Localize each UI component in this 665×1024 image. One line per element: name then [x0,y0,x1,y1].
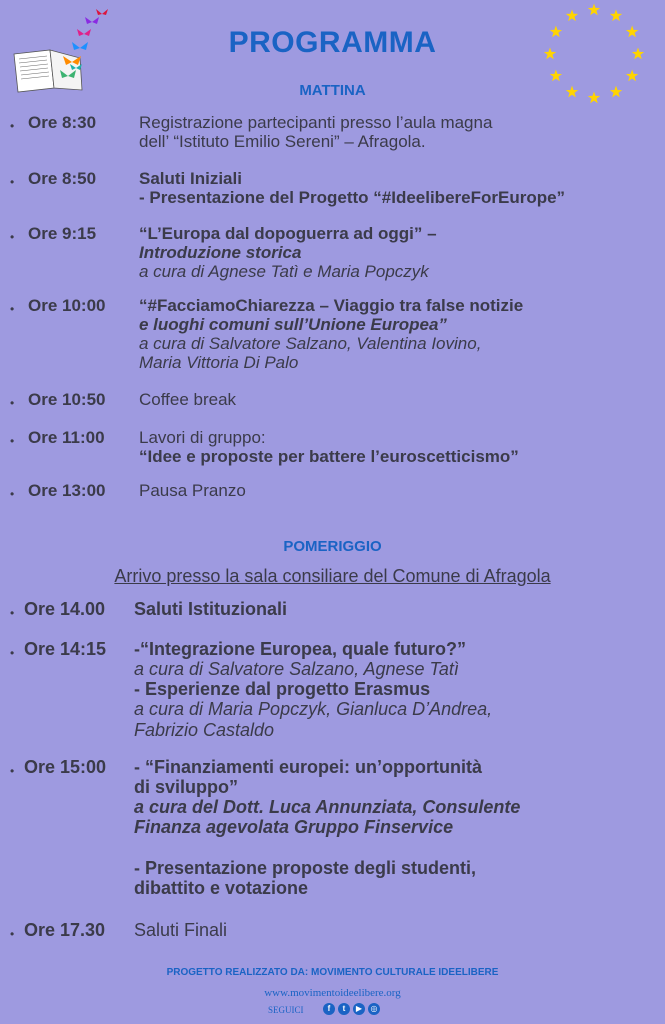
schedule-description [139,481,246,500]
description-line: “Idee e proposte per battere l’euroscetticismo” [139,447,519,467]
bullet-icon: • [10,487,15,501]
star-icon [610,9,622,21]
star-icon [550,70,562,82]
description-line: Lavori di gruppo: [139,428,266,447]
schedule-description [139,113,492,151]
bullet-icon: • [10,434,15,448]
schedule-description [139,390,236,409]
description-line: Registrazione partecipanti presso l’aula magna [139,113,493,132]
schedule-time: Ore 8:50 [28,169,97,188]
description-line: Finanza agevolata Gruppo Finservice [134,817,454,838]
twitter-icon[interactable]: t [338,1003,350,1015]
schedule-description [139,224,437,281]
bullet-icon: • [10,230,15,244]
description-line: - Esperienze dal progetto Erasmus [134,679,431,700]
schedule-description [134,599,287,619]
description-line: di sviluppo” [134,777,239,798]
schedule-time: Ore 13:00 [28,481,106,500]
footer-credit: PROGETTO REALIZZATO DA: MOVIMENTO CULTURALE IDEELIBERE [166,967,499,978]
schedule-description [139,428,519,466]
instagram-icon[interactable]: ◎ [368,1003,380,1015]
star-icon [566,9,578,21]
schedule-description [134,639,492,740]
schedule-time: Ore 10:00 [28,296,106,315]
bullet-icon: • [10,764,15,778]
bullet-icon: • [10,396,15,410]
page-title: PROGRAMMA [228,26,437,59]
star-icon [588,4,600,16]
description-line: dell’ “Istituto Emilio Sereni” – Afragola. [139,132,426,152]
follow-label: SEGUICI [268,1005,304,1015]
description-line: Maria Vittoria Di Palo [139,353,299,373]
bullet-icon: • [10,646,15,660]
description-line: Fabrizio Castaldo [134,719,275,740]
facebook-icon[interactable]: f [323,1003,335,1015]
description-line: a cura di Maria Popczyk, Gianluca D’Andrea, [134,699,493,720]
schedule-time: Ore 14:15 [24,639,107,659]
description-line: Saluti Iniziali [139,169,242,188]
description-line: Pausa Pranzo [139,481,246,500]
afternoon-heading: POMERIGGIO [283,538,382,555]
bullet-icon: • [10,606,15,620]
description-line: - “Finanziamenti europei: un’opportunità [134,757,482,777]
bullet-icon: • [10,927,15,941]
description-line: a cura di Salvatore Salzano, Agnese Tatì [134,659,459,680]
description-line: - Presentazione del Progetto “#IdeelibereForEurope” [139,188,566,208]
schedule-time: Ore 15:00 [24,757,107,777]
description-line [134,838,520,858]
description-line: a cura di Salvatore Salzano, Valentina Iovino, [139,334,482,354]
schedule-description [134,920,227,940]
description-line: e luoghi comuni sull’Unione Europea” [139,315,447,335]
schedule-time: Ore 9:15 [28,224,97,243]
schedule-time: Ore 11:00 [28,428,105,447]
description-line: “#FacciamoChiarezza – Viaggio tra false notizie [139,296,524,315]
schedule-description [134,757,520,898]
description-line: -“Integrazione Europea, quale futuro?” [134,639,467,659]
star-icon [626,70,638,82]
arrival-note: Arrivo presso la sala consiliare del Comune di Afragola [114,566,551,586]
schedule-time: Ore 8:30 [28,113,97,132]
description-line: dibattito e votazione [134,877,309,898]
schedule-time: Ore 17.30 [24,920,106,940]
schedule-time: Ore 14.00 [24,599,106,619]
description-line: Saluti Istituzionali [134,599,288,619]
morning-heading: MATTINA [299,82,366,99]
website-link[interactable]: www.movimentoideelibere.org [264,987,401,999]
description-line: a cura del Dott. Luca Annunziata, Consulente [134,797,521,818]
youtube-icon[interactable]: ▶ [353,1003,365,1015]
description-line: Saluti Finali [134,920,228,940]
description-line: Coffee break [139,390,237,409]
social-links [323,1003,380,1015]
schedule-description [139,169,565,207]
description-line: - Presentazione proposte degli studenti, [134,857,477,878]
description-line: Introduzione storica [139,243,302,263]
schedule-time: Ore 10:50 [28,390,106,409]
description-line: a cura di Agnese Tatì e Maria Popczyk [139,262,429,282]
bullet-icon: • [10,175,15,189]
bullet-icon: • [10,302,15,316]
description-line: “L’Europa dal dopoguerra ad oggi” – [139,224,437,243]
bullet-icon: • [10,119,15,133]
schedule-description [139,296,523,372]
